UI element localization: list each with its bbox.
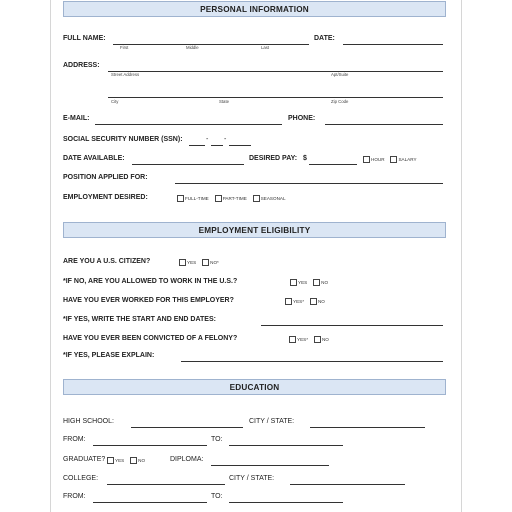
worked-no-checkbox[interactable] [310,298,317,305]
start-end-dates-field[interactable] [261,316,443,326]
graduate-options [107,457,149,464]
apt-suite-sublabel: Apt/Suite [331,72,349,77]
city-sublabel: City [111,99,119,104]
allowed-yes-label: YES [298,280,308,286]
allowed-no-checkbox[interactable] [313,279,320,286]
state-sublabel: State [219,99,230,104]
section-header-personal: PERSONAL INFORMATION [63,1,446,17]
hour-option-label: HOUR [371,157,385,163]
pay-options [363,156,421,163]
hour-checkbox[interactable] [363,156,370,163]
employment-desired-row [63,194,446,206]
worked-options [285,298,329,305]
email-phone-row [63,115,446,127]
worked-row [63,297,446,309]
explain-prompt: *IF YES, PLEASE EXPLAIN: [63,352,155,359]
salary-option-label: SALARY [398,157,417,163]
citizen-yes-checkbox[interactable] [179,259,186,266]
college-city-state-label: CITY / STATE: [229,475,275,482]
ssn-part3-field[interactable] [229,136,251,146]
availability-pay-row [63,155,446,167]
ssn-row [63,136,446,148]
desired-pay-field[interactable] [309,155,357,165]
citizen-question: ARE YOU A U.S. CITIZEN? [63,258,151,265]
worked-yes-label: YES* [293,299,304,305]
felony-question: HAVE YOU EVER BEEN CONVICTED OF A FELONY? [63,335,238,342]
high-school-field[interactable] [131,418,243,428]
citizen-options [179,259,223,266]
street-address-field[interactable] [108,62,443,72]
email-field[interactable] [95,115,282,125]
allowed-options [290,279,332,286]
allowed-no-label: NO [321,280,329,286]
college-to-field[interactable] [229,493,343,503]
worked-no-label: NO [317,299,325,305]
college-dates-row [63,493,446,505]
desired-pay-label: DESIRED PAY: [249,155,298,162]
college-city-state-field[interactable] [290,475,405,485]
citizen-no-checkbox[interactable] [202,259,209,266]
college-from-label: FROM: [63,493,86,500]
part-time-option-label: PART-TIME [222,196,247,202]
high-school-city-state-label: CITY / STATE: [249,418,295,425]
diploma-field[interactable] [211,456,329,466]
position-field[interactable] [175,174,443,184]
position-row [63,174,446,186]
date-label: DATE: [314,35,335,42]
high-school-to-label: TO: [211,436,223,443]
ssn-separator-2: - [224,136,227,143]
ssn-separator: - [206,136,209,143]
high-school-row [63,418,446,430]
citizen-no-label: NO* [210,260,219,266]
zip-code-sublabel: Zip Code [331,99,349,104]
felony-no-label: NO [321,337,329,343]
college-row [63,475,446,487]
high-school-to-field[interactable] [229,436,343,446]
allowed-question: *IF NO, ARE YOU ALLOWED TO WORK IN THE U.S.? [63,278,238,285]
seasonal-option-label: SEASONAL [260,196,286,202]
date-available-field[interactable] [132,155,244,165]
dates-row [63,316,446,328]
full-time-checkbox[interactable] [177,195,184,202]
explain-row [63,352,446,364]
graduate-no-label: NO [138,458,146,464]
salary-checkbox[interactable] [390,156,397,163]
felony-yes-label: YES* [297,337,308,343]
felony-explanation-field[interactable] [181,352,443,362]
street-address-sublabel: Street Address [111,72,140,77]
email-label: E-MAIL: [63,115,90,122]
allowed-yes-checkbox[interactable] [290,279,297,286]
first-name-sublabel: First [120,45,129,50]
diploma-label: DIPLOMA: [170,456,204,463]
graduate-label: GRADUATE? [63,456,106,463]
date-available-label: DATE AVAILABLE: [63,155,125,162]
high-school-dates-row [63,436,446,448]
seasonal-checkbox[interactable] [253,195,260,202]
phone-label: PHONE: [288,115,316,122]
worked-question: HAVE YOU EVER WORKED FOR THIS EMPLOYER? [63,297,234,304]
full-time-option-label: FULL-TIME [185,196,209,202]
graduate-no-checkbox[interactable] [130,457,137,464]
college-field[interactable] [107,475,225,485]
part-time-checkbox[interactable] [215,195,222,202]
college-to-label: TO: [211,493,223,500]
full-name-label: FULL NAME: [63,35,106,42]
dates-question: *IF YES, WRITE THE START AND END DATES: [63,316,216,323]
graduate-yes-label: YES [115,458,125,464]
middle-name-sublabel: Middle [186,45,199,50]
ssn-part2-field[interactable] [211,136,223,146]
section-header-education: EDUCATION [63,379,446,395]
position-label: POSITION APPLIED FOR: [63,174,148,181]
high-school-from-field[interactable] [93,436,207,446]
allowed-row [63,278,446,290]
employment-desired-label: EMPLOYMENT DESIRED: [63,194,148,201]
last-name-sublabel: Last [261,45,270,50]
ssn-label: SOCIAL SECURITY NUMBER (SSN): [63,136,183,143]
worked-yes-checkbox[interactable] [285,298,292,305]
high-school-city-state-field[interactable] [310,418,425,428]
application-form [50,0,462,512]
citizen-row [63,258,446,270]
high-school-label: HIGH SCHOOL: [63,418,114,425]
address-label: ADDRESS: [63,62,100,69]
high-school-from-label: FROM: [63,436,86,443]
phone-field[interactable] [325,115,443,125]
graduate-yes-checkbox[interactable] [107,457,114,464]
college-label: COLLEGE: [63,475,99,482]
city-state-zip-field[interactable] [108,88,443,98]
full-name-field[interactable] [113,35,309,45]
felony-yes-checkbox[interactable] [289,336,296,343]
felony-no-checkbox[interactable] [314,336,321,343]
felony-options [289,336,333,343]
graduate-row [63,456,446,468]
felony-row [63,335,446,347]
college-from-field[interactable] [93,493,207,503]
employment-options [177,195,290,202]
section-header-eligibility: EMPLOYMENT ELIGIBILITY [63,222,446,238]
ssn-part1-field[interactable] [189,136,205,146]
currency-symbol: $ [303,155,307,162]
date-field[interactable] [343,35,443,45]
citizen-yes-label: YES [187,260,197,266]
